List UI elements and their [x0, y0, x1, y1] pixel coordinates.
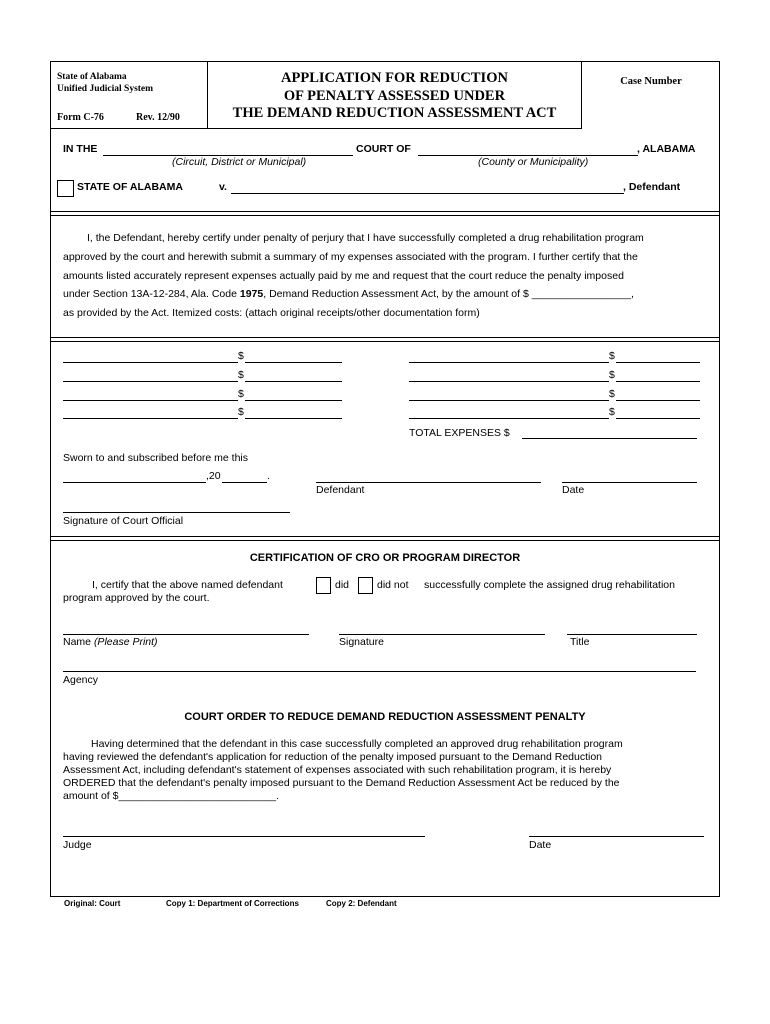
defendant-label: , Defendant [623, 181, 681, 193]
state-of-alabama-checkbox[interactable] [57, 180, 74, 197]
did-label: did [335, 579, 350, 591]
signature-label: Signature [339, 636, 384, 648]
court-order-paragraph [63, 738, 705, 803]
footer-copy1: Copy 1: Department of Corrections [166, 899, 299, 908]
section-divider [51, 536, 719, 541]
dollar-sign: $ [238, 369, 244, 381]
certification-heading: CERTIFICATION OF CRO OR PROGRAM DIRECTOR [249, 552, 521, 564]
case-number-field[interactable] [583, 92, 718, 126]
expense-item-field[interactable] [63, 381, 238, 382]
did-checkbox[interactable] [316, 577, 331, 594]
dollar-sign: $ [238, 406, 244, 418]
order-line4: ORDERED that the defendant's penalty imposed pursuant to the Demand Reduction Assessment Act be reduced by the [63, 777, 620, 789]
state-of-alabama-label: STATE OF ALABAMA [77, 181, 183, 193]
expense-item-field[interactable] [409, 400, 609, 401]
order-date-label: Date [529, 839, 552, 851]
footer-original: Original: Court [64, 899, 121, 908]
dollar-sign: $ [238, 388, 244, 400]
form-title-line3: THE DEMAND REDUCTION ASSESSMENT ACT [232, 105, 557, 121]
alabama-label: , ALABAMA [637, 143, 696, 155]
total-expenses-label: TOTAL EXPENSES $ [409, 427, 510, 439]
court-order-heading: COURT ORDER TO REDUCE DEMAND REDUCTION ASSESSMENT PENALTY [184, 711, 586, 723]
year-prefix: ,20 [206, 470, 221, 482]
footer-copy2: Copy 2: Defendant [326, 899, 397, 908]
signature-field[interactable] [339, 634, 545, 635]
total-expenses-field[interactable] [522, 438, 697, 439]
judge-signature-field[interactable] [63, 836, 425, 837]
court-of-label: COURT OF [356, 143, 411, 155]
state-label: State of Alabama [57, 72, 127, 82]
sworn-statement: Sworn to and subscribed before me this [63, 452, 249, 464]
county-hint: (County or Municipality) [478, 156, 589, 168]
expense-item-field[interactable] [63, 362, 238, 363]
defendant-date-field[interactable] [562, 482, 697, 483]
section-divider [51, 337, 719, 342]
name-label: Name (Please Print) [63, 636, 158, 648]
system-label: Unified Judicial System [57, 84, 154, 94]
title-field[interactable] [567, 634, 697, 635]
expense-amount-field[interactable] [245, 362, 342, 363]
form-title-line2: OF PENALTY ASSESSED UNDER [283, 88, 506, 104]
sworn-period: . [267, 470, 270, 482]
certify-text: I, certify that the above named defendant [92, 579, 283, 591]
statement-line5: as provided by the Act. Itemized costs: (attach original receipts/other documentation form) [63, 307, 480, 320]
statement-line3: amounts listed accurately represent expenses actually paid by me and request that the court reduce the penalty imposed [63, 269, 624, 282]
defendant-date-label: Date [562, 484, 585, 496]
header-bottom-rule [50, 128, 207, 129]
order-line1: Having determined that the defendant in this case successfully completed an approved drug rehabilitation program [91, 738, 623, 750]
name-field[interactable] [63, 634, 309, 635]
expense-amount-field[interactable] [245, 381, 342, 382]
expense-item-field[interactable] [409, 418, 609, 419]
expense-amount-field[interactable] [616, 362, 700, 363]
in-the-label: IN THE [63, 143, 98, 155]
versus-label: v. [219, 181, 227, 193]
dollar-sign: $ [609, 406, 615, 418]
expense-item-field[interactable] [409, 362, 609, 363]
statement-line1: I, the Defendant, hereby certify under penalty of perjury that I have successfully completed a drug rehabilitation program [87, 232, 644, 244]
name-hint: (Please Print) [93, 636, 158, 648]
form-revision: Rev. 12/90 [136, 112, 180, 123]
dollar-sign: $ [609, 369, 615, 381]
expense-amount-field[interactable] [616, 418, 700, 419]
order-line3: Assessment Act, including defendant's statement of expenses associated with such rehabilitation program, it is hereby [63, 764, 612, 776]
expense-amount-field[interactable] [616, 400, 700, 401]
certify-rest: successfully complete the assigned drug rehabilitation [424, 579, 675, 591]
statement-paragraph [63, 229, 705, 323]
expense-item-field[interactable] [63, 418, 238, 419]
order-line5: amount of $___________________________. [63, 790, 280, 802]
agency-label: Agency [63, 674, 99, 686]
court-official-signature-field[interactable] [63, 512, 290, 513]
expense-amount-field[interactable] [245, 418, 342, 419]
expense-amount-field[interactable] [245, 400, 342, 401]
expense-item-field[interactable] [63, 400, 238, 401]
did-not-checkbox[interactable] [358, 577, 373, 594]
sworn-year-field[interactable] [222, 482, 267, 483]
expense-item-field[interactable] [409, 381, 609, 382]
dollar-sign: $ [238, 350, 244, 362]
order-date-field[interactable] [529, 836, 704, 837]
did-not-label: did not [377, 579, 409, 591]
judge-label: Judge [63, 839, 92, 851]
form-title-line1: APPLICATION FOR REDUCTION [281, 70, 508, 86]
order-line2: having reviewed the defendant's application for reduction of the penalty imposed pursuant to the Demand Reduction [63, 751, 603, 763]
dollar-sign: $ [609, 388, 615, 400]
certify-line2: program approved by the court. [63, 592, 210, 604]
case-number-label: Case Number [620, 76, 682, 87]
expense-amount-field[interactable] [616, 381, 700, 382]
statement-line2: approved by the court and herewith submit a summary of my expenses associated with the program. I further certify that the [63, 250, 638, 263]
section-divider [51, 211, 719, 216]
court-official-label: Signature of Court Official [63, 515, 184, 527]
form-number: Form C-76 [57, 112, 104, 123]
sworn-day-field[interactable] [63, 482, 206, 483]
dollar-sign: $ [609, 350, 615, 362]
circuit-hint: (Circuit, District or Municipal) [172, 156, 307, 168]
defendant-signature-field[interactable] [316, 482, 541, 483]
statement-line4: under Section 13A-12-284, Ala. Code 1975, Demand Reduction Assessment Act, by the amount of $ _________________, [63, 288, 634, 301]
defendant-name-field[interactable] [231, 193, 624, 194]
agency-field[interactable] [63, 671, 696, 672]
title-label: Title [570, 636, 590, 648]
defendant-signature-label: Defendant [316, 484, 365, 496]
